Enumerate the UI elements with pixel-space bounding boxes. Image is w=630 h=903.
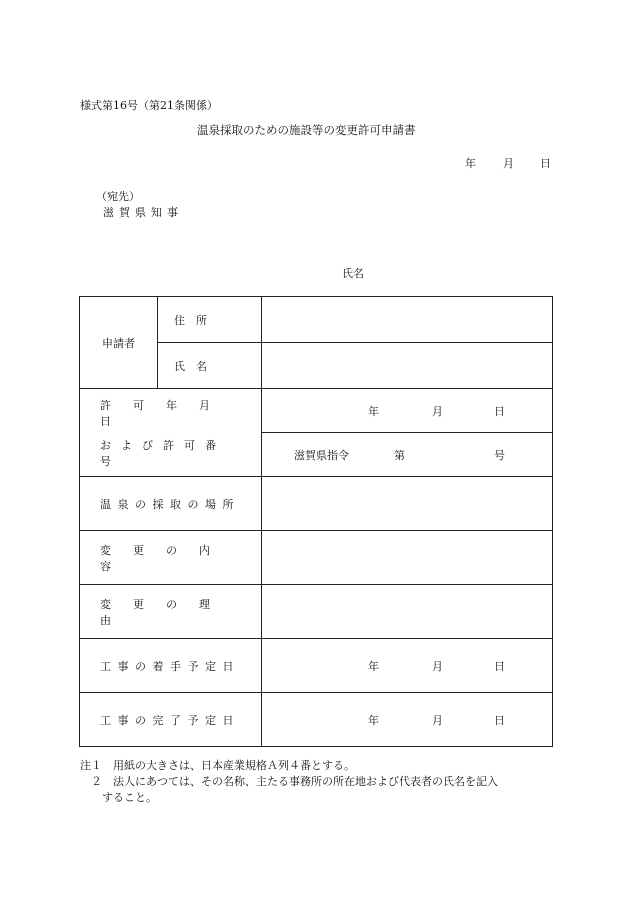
- permit-number-field[interactable]: [262, 433, 553, 477]
- change-reason-label: [80, 585, 262, 639]
- permit-label-line1: 許可年月日: [100, 398, 232, 428]
- date-day: 日: [540, 157, 551, 170]
- note-1: 注１ 用紙の大きさは、日本産業規格Ａ列４番とする。: [80, 759, 355, 772]
- applicant-label-text: 申請者: [102, 336, 135, 350]
- completion-date-label-text: 工事の完了予定日: [100, 713, 240, 727]
- permit-date-day: 日: [494, 404, 505, 418]
- form-number: 様式第16号（第21条関係）: [80, 99, 218, 112]
- note-2-continued: すること。: [80, 791, 157, 804]
- note-2: ２ 法人にあつては、その名称、主たる事務所の所在地および代表者の氏名を記入: [80, 775, 498, 788]
- permit-label-line2: および許可番号: [100, 438, 226, 468]
- name-field[interactable]: [262, 343, 553, 389]
- permit-label: [80, 389, 262, 477]
- applicant-name-label: 氏名: [342, 267, 364, 280]
- completion-date-field[interactable]: [262, 693, 553, 747]
- address-field[interactable]: [262, 297, 553, 343]
- form-title: 温泉採取のための施設等の変更許可申請書: [197, 123, 416, 137]
- application-form-table: [79, 296, 553, 747]
- name-label-text: 氏 名: [174, 359, 207, 373]
- change-reason-field[interactable]: [262, 585, 553, 639]
- completion-date-label: [80, 693, 262, 747]
- permit-number-go: 号: [494, 448, 505, 462]
- spring-location-label: [80, 477, 262, 531]
- change-content-field[interactable]: [262, 531, 553, 585]
- start-date-field[interactable]: [262, 639, 553, 693]
- start-date-label: [80, 639, 262, 693]
- date-month: 月: [503, 157, 514, 170]
- start-date-label-text: 工事の着手予定日: [100, 659, 240, 673]
- name-label: [158, 343, 262, 389]
- notes: [80, 758, 560, 806]
- completion-date-day: 日: [494, 713, 505, 727]
- address-label-text: 住 所: [174, 313, 207, 327]
- date-year: 年: [465, 157, 476, 170]
- spring-location-label-text: 温泉の採取の場所: [100, 497, 240, 511]
- change-content-label-text: 変更の内容: [100, 543, 232, 573]
- address-label: [158, 297, 262, 343]
- spring-location-field[interactable]: [262, 477, 553, 531]
- completion-date-year: 年: [368, 713, 379, 727]
- applicant-label: [80, 297, 158, 389]
- permit-number-prefix: 滋賀県指令: [294, 448, 349, 462]
- start-date-day: 日: [494, 659, 505, 673]
- permit-number-dai: 第: [394, 448, 405, 462]
- start-date-month: 月: [432, 659, 443, 673]
- change-content-label: [80, 531, 262, 585]
- addressee-label: （宛先）: [96, 190, 140, 203]
- completion-date-month: 月: [432, 713, 443, 727]
- permit-date-month: 月: [432, 404, 443, 418]
- permit-date-year: 年: [368, 404, 379, 418]
- addressee-name: 滋賀県知事: [103, 206, 183, 219]
- permit-date-field[interactable]: [262, 389, 553, 433]
- change-reason-label-text: 変更の理由: [100, 597, 232, 627]
- start-date-year: 年: [368, 659, 379, 673]
